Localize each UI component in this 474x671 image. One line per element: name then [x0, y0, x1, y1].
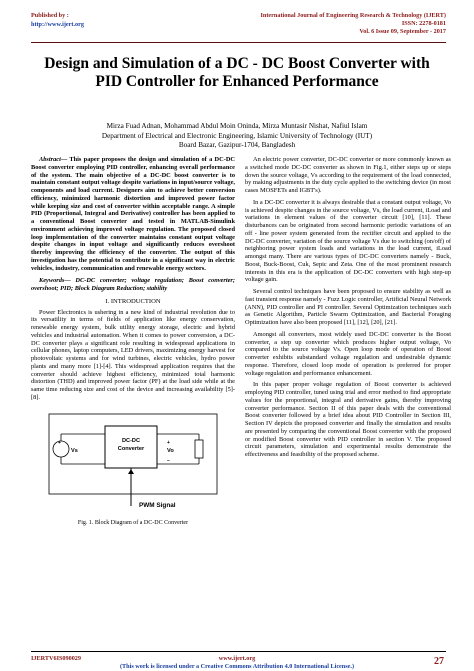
figure-1 [43, 408, 223, 518]
intro-paragraph: Power Electronics is ushering in a new kind of industrial revolution due to its versatility in terms of fields of application like energy conservation, renewable energy system, bulk utility energy storage, electric and hybrid vehicles and industrial automation. When it comes to power conversion, a DC-DC converter plays a significant role resulting in widespread applications in cellular phones, laptop computers, LED drivers, maximizing energy harvest for photovoltaic systems and for wind turbines, electric vehicles, hydro power plants and many more [1]-[4]. This widespread application requires that the converter should achieve highest efficiency, minimized total harmonic distortion (THD) and improved power factor (PF) at the load side while at the same time reducing size and cost of the device and increasing availability [5]-[8]. [31, 308, 235, 401]
volume: Vol. 6 Issue 09, September - 2017 [359, 28, 446, 36]
keywords: Keywords— DC-DC converter; voltage regulation; Boost converter; overshoot; PID; Block Diagram Reduction; stability [31, 277, 235, 292]
vs-label: Vs [71, 447, 78, 454]
page-number: 27 [434, 656, 444, 667]
block-diagram [43, 408, 223, 518]
figure-caption: Fig. 1. Block Diagram of a DC-DC Converter [77, 519, 189, 526]
voltage-source-icon [53, 441, 69, 457]
header-left [31, 12, 84, 29]
left-column [31, 156, 235, 527]
section-heading: I. INTRODUCTION [105, 297, 161, 305]
author-block [40, 122, 434, 151]
output-plus: + [167, 439, 170, 446]
published-by: Published by : [31, 12, 69, 19]
issn: ISSN: 2278-0181 [401, 20, 446, 28]
right-paragraph-4: Amongst all converters, most widely used DC-DC converter is the Boost converter, a step up converter which produces higher output voltage, Vo compared to the source voltage Vs. Open loop mode of operation of Boost converter exhibits substandard voltage regulation and undesirable dynamic response. Therefore, closed loop mode of operation is preferred for proper voltage regulation and performance enhancement. [245, 330, 451, 377]
right-paragraph-5: In this paper proper voltage regulation of Boost converter is achieved employing PID controller, tuned using trial and error method to find appropriate values for the proportional, integral and derivative gains, thereby improving converter performance. Section II of this paper deals with the conventional Boost converter followed by a brief idea about PID Controller in Section III, Section IV depicts the proposed converter and finally the simulation and results are presented by comparing the conventional Boost converter with the proposed or modified Boost converter with PID controller in section V. The proposed circuit parameters, simulation and experimental results demonstrate the effectiveness and feasibility of the proposed scheme. [245, 381, 451, 458]
abstract [31, 156, 235, 272]
right-paragraph-1: An electric power converter, DC-DC converter or more commonly known as a switched mode DC-DC converter as shown in Fig.1, either steps up or steps down the source voltage, Vs according to the requirement of the load connected, by making adjustments in the duty cycle applied to the switching device (in most cases MOSFETs and IGBT's). [245, 156, 451, 194]
right-paragraph-2: In a DC-DC converter it is always desirable that a constant output voltage, Vo is achieved despite changes in the source voltage, Vs, the load current, iLoad and variations in element values of the converter circuit [10], [11]. These disturbances can be originated from second harmonic periodic variations of an off - line power system generated from the rectifier circuit and applied to the DC-DC converter, variation of the source voltage Vs due to switching (on/off) of neighboring power system loads and variations in the load current, iLoad amongst many. There are various types of DC-DC converters namely - Buck, Boost, Buck-Boost, Cuk, Sepic and Zeta. One of the most prominent research interests in this era is the application of DC-DC converters with high step-up voltage gain. [245, 198, 451, 284]
vo-label: Vo [167, 447, 174, 454]
footer-url[interactable]: www.ijert.org [218, 655, 256, 662]
author-address: Board Bazar, Gazipur-1704, Bangladesh [178, 141, 296, 150]
right-paragraph-3: Several control techniques have been proposed to ensure stability as well as fast transient response namely - Fuzz Logic controller, Artificial Neural Network (ANN), PID controller and PI controller. Several Optimization techniques such as Genetic Algorithm, Particle Swarm Optimization, and Bacterial Foraging Optimization have also been proposed [11], [12], [20], [21]. [245, 288, 451, 326]
output-minus: − [167, 457, 170, 464]
header-divider [31, 42, 446, 43]
abstract-text: — This paper proposes the design and simulation of a DC-DC Boost converter employing PID controller, enhancing overall performance of the system. The main objective of a DC-DC boost converter is to maintain constant output voltage despite variations in input/source voltage, components and load current. Designers aim to achieve better conversion efficiency, minimized harmonic distortion and improved power factor while keeping size and cost of converter within acceptable range. A simple PID (Proportional, Integral and Derivative) controller has been applied to a conventional Boost converter and tested in MATLAB-Simulink environment achieving improved voltage regulation. The proposed closed loop implementation of the converter maintains constant output voltage despite changes in input voltage and significantly reduces overshoot thereby improving the efficiency of the converter. The output of this investigation has the potential to contribute in a significant way in electric vehicles, industry, communication and renewable energy sectors. [31, 156, 235, 272]
paper-title: Design and Simulation of a DC - DC Boost Converter with PID Controller for Enhanced Performance [44, 55, 430, 90]
right-column [245, 156, 451, 463]
abstract-label: Abstract [39, 156, 61, 163]
footer-divider [31, 651, 446, 652]
pwm-label: PWM Signal [139, 501, 176, 509]
license-text[interactable]: (This work is licensed under a Creative Commons Attribution 4.0 International License.) [119, 663, 355, 670]
footer-center [0, 655, 474, 671]
load-resistor-icon [195, 440, 203, 458]
journal-name: International Journal of Engineering Research & Technology (IJERT) [260, 12, 446, 19]
converter-label-1: DC-DC [121, 437, 141, 444]
header-right [186, 12, 446, 37]
author-department: Department of Electrical and Electronic Engineering, Islamic University of Technology (IUT) [101, 131, 373, 140]
pwm-arrow-icon [128, 469, 134, 474]
paper-id: IJERTV6IS090029 [31, 655, 81, 662]
converter-label-2: Converter [117, 445, 145, 452]
source-plus: + [58, 439, 61, 446]
author-names: Mirza Fuad Adnan, Mohammad Abdul Moin Oninda, Mirza Muntasir Nishat, Nafiul Islam [106, 122, 368, 130]
header-url[interactable]: http://www.ijert.org [31, 20, 84, 28]
